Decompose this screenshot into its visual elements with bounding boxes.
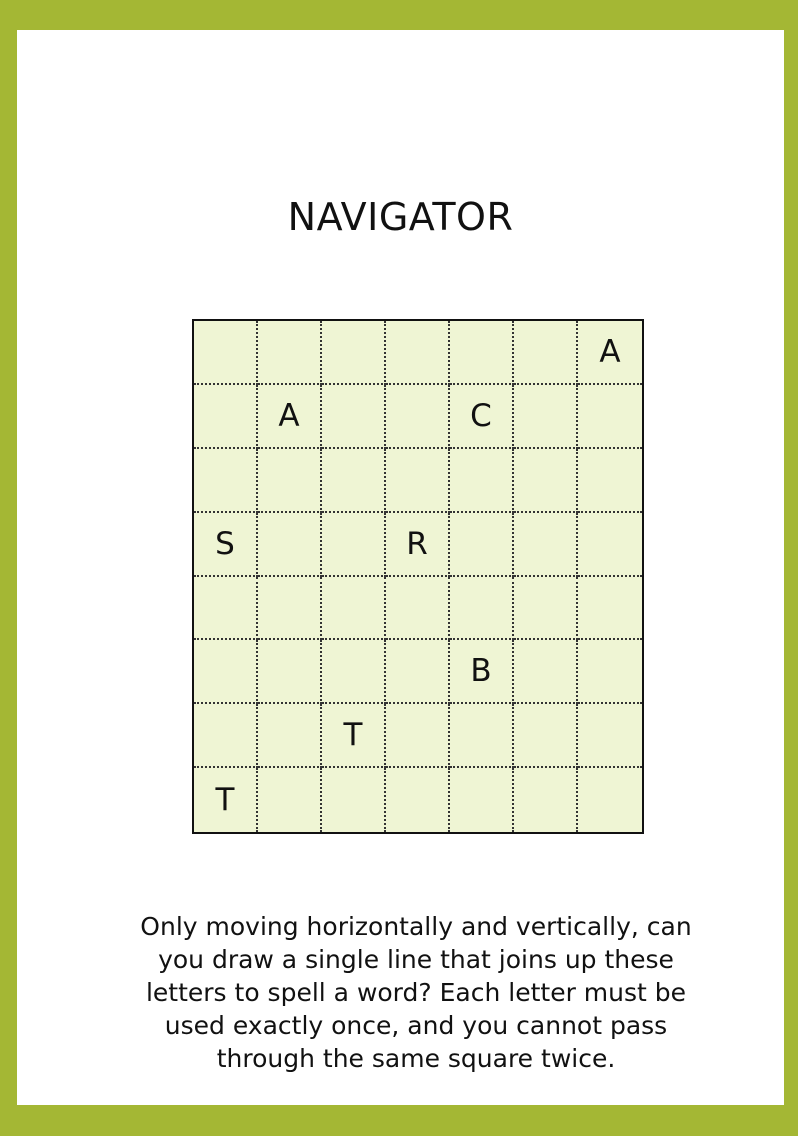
grid-cell[interactable]: R (386, 513, 450, 577)
grid-cell[interactable] (386, 321, 450, 385)
grid-cell[interactable] (514, 385, 578, 449)
puzzle-title: NAVIGATOR (287, 195, 514, 239)
grid-cell[interactable] (322, 449, 386, 513)
puzzle-card (17, 30, 784, 1105)
grid-cell[interactable] (322, 513, 386, 577)
grid-cell[interactable] (322, 385, 386, 449)
grid-cell[interactable] (514, 704, 578, 768)
grid-cell[interactable] (450, 321, 514, 385)
grid-cell[interactable] (386, 577, 450, 641)
grid-cell[interactable] (514, 640, 578, 704)
grid-cell[interactable] (386, 385, 450, 449)
grid-cell[interactable] (578, 704, 642, 768)
grid-cell[interactable] (578, 640, 642, 704)
grid-cell[interactable] (194, 704, 258, 768)
grid-cell[interactable] (194, 640, 258, 704)
grid-cell[interactable] (258, 704, 322, 768)
grid-cell[interactable] (258, 768, 322, 832)
grid-cell[interactable] (450, 577, 514, 641)
grid-cell[interactable] (194, 577, 258, 641)
grid-cell[interactable] (578, 577, 642, 641)
grid-cell[interactable] (258, 640, 322, 704)
grid-cell[interactable] (578, 385, 642, 449)
grid-cell[interactable]: A (578, 321, 642, 385)
grid-cell[interactable] (194, 385, 258, 449)
grid-cell[interactable] (514, 513, 578, 577)
grid-cell[interactable] (514, 321, 578, 385)
grid-cell[interactable] (322, 640, 386, 704)
grid-cell[interactable] (258, 577, 322, 641)
grid-cell[interactable] (450, 449, 514, 513)
grid-cell[interactable] (386, 704, 450, 768)
grid-cell[interactable]: B (450, 640, 514, 704)
grid-cell[interactable] (450, 513, 514, 577)
letter-grid (192, 319, 644, 834)
grid-cell[interactable] (194, 321, 258, 385)
grid-cell[interactable] (514, 768, 578, 832)
puzzle-instructions: Only moving horizontally and vertically, can you draw a single line that joins up these letters to spell a word? Each letter must be used exactly once, and you cannot pass through the same square twice. (140, 912, 692, 1073)
grid-cell[interactable]: T (322, 704, 386, 768)
grid-cell[interactable] (386, 640, 450, 704)
grid-cell[interactable] (322, 768, 386, 832)
grid-cell[interactable] (450, 768, 514, 832)
grid-cell[interactable] (386, 768, 450, 832)
grid-cell[interactable] (514, 577, 578, 641)
grid-cell[interactable] (258, 513, 322, 577)
grid-cell[interactable]: C (450, 385, 514, 449)
grid-cell[interactable] (322, 577, 386, 641)
grid-cell[interactable] (578, 768, 642, 832)
grid-cell[interactable]: A (258, 385, 322, 449)
grid-cell[interactable] (386, 449, 450, 513)
grid-cell[interactable]: S (194, 513, 258, 577)
grid-cell[interactable] (578, 513, 642, 577)
grid-cell[interactable] (322, 321, 386, 385)
grid-cell[interactable] (578, 449, 642, 513)
grid-cell[interactable] (258, 449, 322, 513)
grid-cell[interactable] (258, 321, 322, 385)
grid-cell[interactable]: T (194, 768, 258, 832)
grid-cell[interactable] (514, 449, 578, 513)
grid-cell[interactable] (194, 449, 258, 513)
grid-cell[interactable] (450, 704, 514, 768)
